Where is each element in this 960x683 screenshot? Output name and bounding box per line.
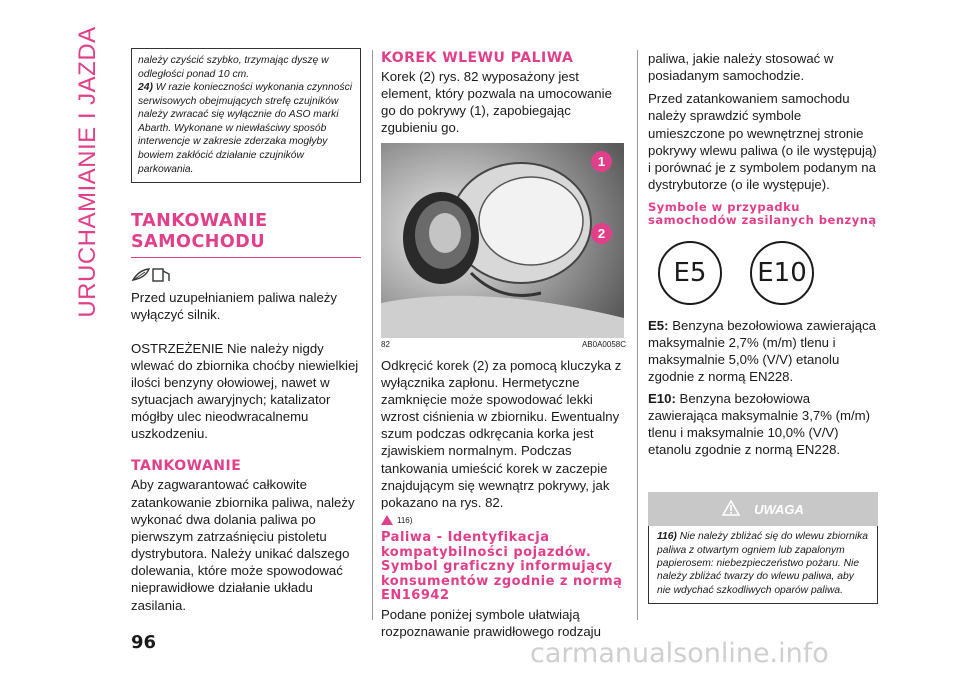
heading-rule (131, 257, 361, 258)
term-text: Benzyna bezołowiowa zawierająca maksymalnie 3,7% (m/m) tlenu i maksymalnie 10,0% (V/V) etanolu zgodnie z normą EN228. (648, 390, 871, 458)
paragraph: Odkręcić korek (2) za pomocą kluczyka z wyłącznika zapłonu. Hermetyczne zamknięcie może spowodować lekki wzrost ciśnienia w zbiorniku. Ewentualny szum podczas odkręcania korka jest zjawiskiem normalnym. Podczas tankowania umieścić korek w zaczepie znajdującym się wewnątrz pokrywy, jak pokazano na rys. 82. (381, 357, 622, 510)
term-label: E10: (648, 390, 676, 406)
callout-marker: 1 (591, 151, 612, 172)
fuel-badge-e10: E10 (750, 241, 814, 305)
subheading-text: Symbole w przypadku samochodów zasilanych benzyną (648, 200, 877, 228)
column-3 (648, 50, 878, 604)
warning-triangle-icon (381, 515, 393, 525)
paragraph: OSTRZEŻENIE Nie należy nigdy wlewać do zbiornika choćby niewielkiej ilości benzyny ołowiowej, nawet w sytuacjach awaryjnych; katalizator mógłby ulec nieodwracalnemu uszkodzeniu. (131, 340, 359, 442)
section-side-tab-label: URUCHAMIANIE I JAZDA (74, 26, 101, 318)
term-text: Benzyna bezołowiowa zawierająca maksymalnie 2,7% (m/m) tlenu i maksymalnie 5,0% (V/V) etanolu zgodnie z normą EN228. (648, 318, 876, 385)
paragraph: Przed uzupełnianiem paliwa należy wyłączyć silnik. (131, 290, 337, 323)
paragraph: Podane poniżej symbole ułatwiają rozpoznawanie prawidłowego rodzaju (381, 606, 601, 639)
term-label: E5: (648, 318, 669, 333)
watermark: carmanualsonline.info (530, 638, 829, 669)
figure-caption (381, 340, 626, 349)
warning-number: 116) (657, 531, 677, 543)
eco-icon (131, 266, 175, 284)
warning-text: Nie należy zbliżać się do wlewu zbiornika paliwa z otwartym ogniem lub zapalonym papierosem: niebezpieczeństwo pożaru. Nie należy zbliżać twarzy do wlewu paliwa, aby nie wdychać szkodliwych oparów paliwa. (657, 531, 869, 596)
reference-number: 116) (397, 515, 413, 525)
subheading: TANKOWANIE (131, 458, 242, 475)
column-1 (131, 50, 361, 614)
warning-reference (381, 515, 626, 525)
note-number: 24) (138, 82, 153, 94)
figure-number: 82 (381, 339, 390, 349)
note-box (131, 48, 361, 183)
warning-body (648, 526, 878, 604)
column-divider (372, 50, 373, 620)
paragraph: paliwa, jakie należy stosować w posiadanym samochodzie. (648, 51, 834, 84)
warning-triangle-icon (722, 500, 740, 519)
column-2 (381, 50, 626, 640)
note-text: należy czyścić szybko, trzymając dyszę w odległości ponad 10 cm. (138, 55, 329, 80)
subheading: KOREK WLEWU PALIWA (381, 50, 574, 66)
warning-title: UWAGA (754, 501, 804, 517)
warning-header (648, 492, 878, 526)
callout-marker: 2 (591, 223, 612, 244)
subheading: Paliwa - Identyfikacja kompatybilności pojazdów. Symbol graficzny informujący konsumentów zgodnie z normą EN16942 (381, 530, 623, 604)
paragraph: Aby zagwarantować całkowite zatankowanie zbiornika paliwa, należy wykonać dwa dolania paliwa po pierwszym zatrzaśnięciu pistoletu dystrybutora. Należy unikać dalszego dolewania, które może spowodować nieprawidłowe działanie układu zasilania. (131, 477, 355, 613)
section-heading: TANKOWANIE SAMOCHODU (131, 211, 268, 253)
fuel-cap-illustration (381, 143, 624, 338)
note-text: W razie konieczności wykonania czynności serwisowych obejmujących strefę czujników należy zwracać się wyłącznie do ASO marki Abarth. Wykonane w niewłaściwy sposób interwencje w zakresie zderzaka mogłyby bowiem zakłócić działanie czujników parkowania. (138, 82, 353, 175)
fuel-cap-figure (381, 143, 624, 338)
fuel-badge-e5: E5 (658, 241, 722, 305)
fuel-symbols (658, 241, 878, 305)
subheading (648, 201, 878, 227)
figure-code: AB0A0058C (581, 339, 626, 349)
paragraph: Przed zatankowaniem samochodu należy sprawdzić symbole umieszczone po wewnętrznej stronie pokrywy wlewu paliwa (o ile występują) i porównać je z symbolem podanym na dystrybutorze (o ile występuje). (648, 91, 877, 193)
section-side-tab (60, 26, 116, 318)
paragraph: Korek (2) rys. 82 wyposażony jest element, który pozwala na umocowanie go do pokrywy (1), zapobiegając zgubieniu go. (381, 69, 612, 136)
column-divider (637, 50, 638, 620)
page-number: 96 (131, 632, 157, 653)
